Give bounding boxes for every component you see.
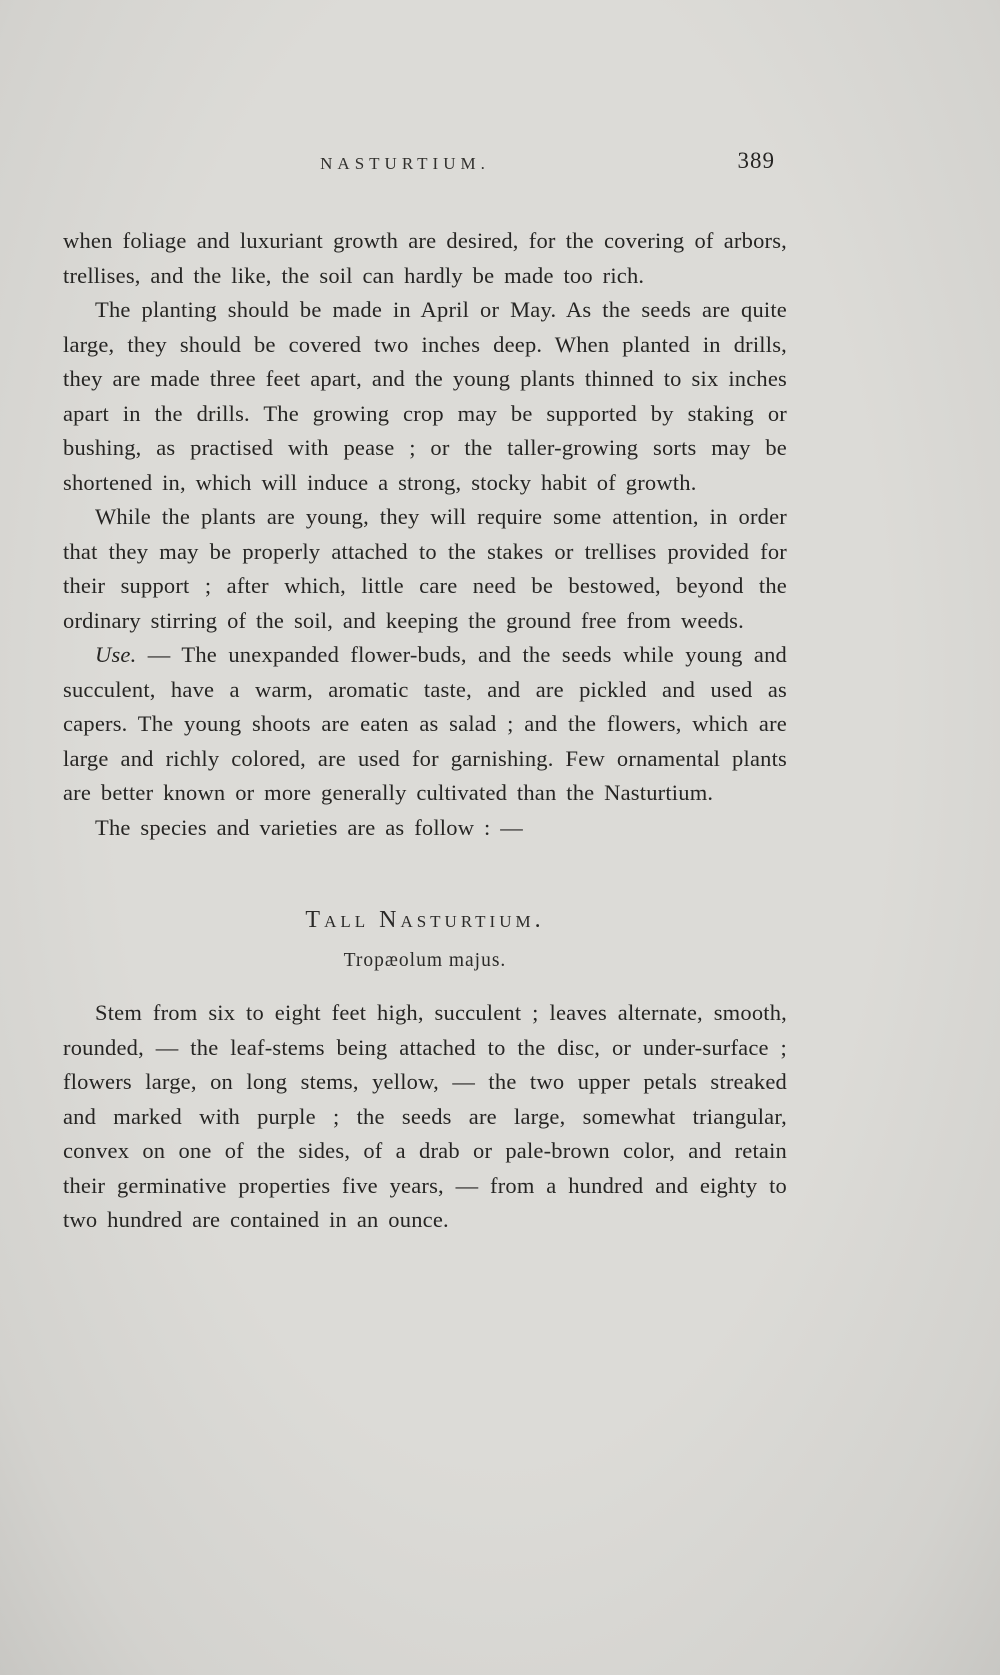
text-block bbox=[63, 150, 787, 1238]
running-header bbox=[63, 150, 787, 182]
paragraph-planting: The planting should be made in April or May. As the seeds are quite large, they should be covered two inches deep. When planted in drills, they are made three feet apart, and the young plants thinned to six inches apart in the drills. The growing crop may be supported by staking or bushing, as practised with pease ; or the taller-growing sorts may be shortened in, which will induce a strong, stocky habit of growth. bbox=[63, 297, 787, 495]
paragraph-young-plants: While the plants are young, they will require some attention, in order that they may be properly attached to the stakes or trellises provided for their support ; after which, little care need be bestowed, beyond the ordinary stirring of the soil, and keeping the ground free from weeds. bbox=[63, 504, 787, 633]
paragraph-continuation: when foliage and luxuriant growth are desired, for the covering of arbors, trellises, and the like, the soil can hardly be made too rich. bbox=[63, 228, 787, 288]
section-paragraph: Stem from six to eight feet high, succulent ; leaves alternate, smooth, rounded, — the leaf-stems being attached to the disc, or under-surface ; flowers large, on long stems, yellow, — the two upper petals streaked and marked with purple ; the seeds are large, somewhat triangular, convex on one of the sides, of a drab or pale-brown color, and retain their germinative properties five years, — from a hundred and eighty to two hundred are contained in an ounce. bbox=[63, 1000, 787, 1232]
paragraph-use bbox=[63, 638, 787, 811]
paragraph-use-body: — The unexpanded flower-buds, and the seeds while young and succulent, have a warm, aromatic taste, and are pickled and used as capers. The young shoots are eaten as salad ; and the flowers, which are large and richly colored, are used for garnishing. Few ornamental plants are better known or more generally cultivated than the Nasturtium. bbox=[63, 642, 787, 805]
page-number: 389 bbox=[737, 148, 775, 173]
paragraph-species-intro: The species and varieties are as follow : — bbox=[95, 814, 523, 840]
running-header-title: NASTURTIUM. bbox=[320, 154, 490, 173]
section-heading: Tall Nasturtium. bbox=[305, 907, 545, 933]
section-subheading: Tropæolum majus. bbox=[343, 950, 507, 971]
section-tall-nasturtium bbox=[63, 907, 787, 1238]
paragraph-use-lead: Use. bbox=[95, 642, 137, 667]
body-copy bbox=[63, 224, 787, 845]
